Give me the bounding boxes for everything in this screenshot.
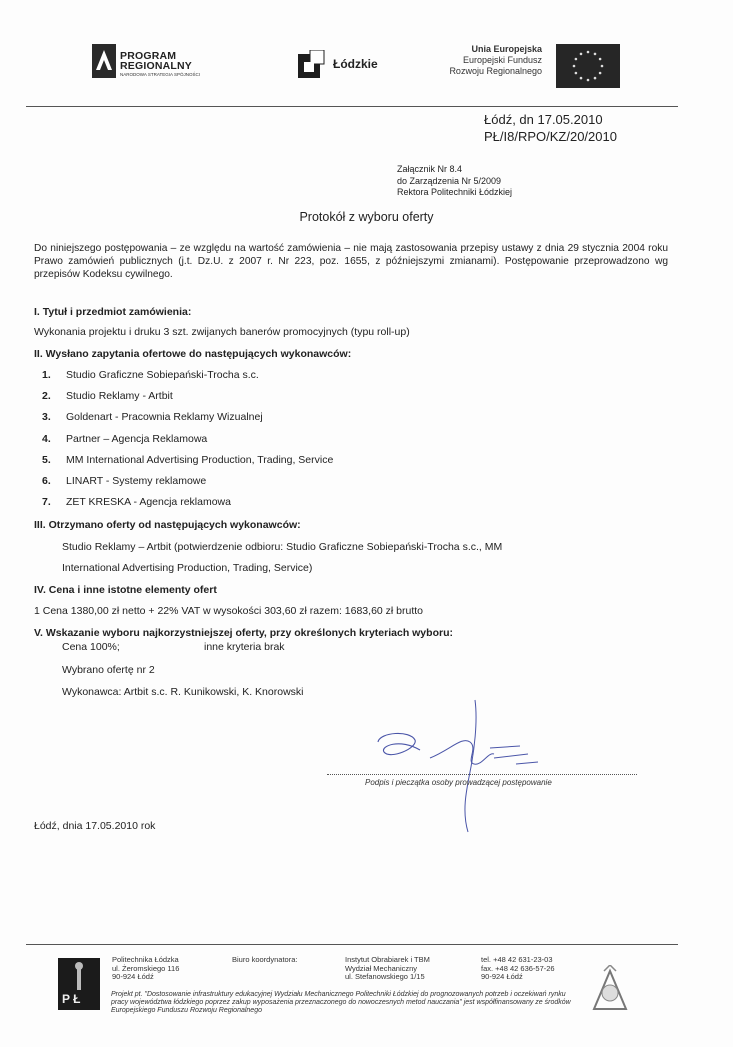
footer-divider: [26, 944, 678, 945]
contractor-number: 4.: [42, 432, 51, 445]
footer-col-3: [345, 956, 430, 982]
contractor-number: 7.: [42, 496, 51, 509]
footer-col3-l2: Wydział Mechaniczny: [345, 963, 418, 973]
section-1-title: I. Tytuł i przedmiot zamówienia:: [34, 306, 192, 318]
contractor-number: 3.: [42, 411, 51, 424]
footer-col-2: [232, 956, 297, 965]
section-1-text: Wykonania projektu i druku 3 szt. zwijanych banerów promocyjnych (typu roll-up): [34, 326, 410, 338]
contractor-number: 5.: [42, 453, 51, 466]
document-title: Protokół z wyboru oferty: [299, 210, 434, 224]
footer-col-1: [112, 956, 179, 982]
eu-text: [449, 44, 542, 77]
lodzkie-mark-icon: [298, 50, 328, 80]
annex-line2: do Zarządzenia Nr 5/2009: [397, 175, 502, 186]
signature-caption: Podpis i pieczątka osoby prowadzącej postępowanie: [365, 778, 552, 787]
section-4-text: 1 Cena 1380,00 zł netto + 22% VAT w wysokości 303,60 zł razem: 1683,60 zł brutto: [34, 605, 424, 617]
contractor-name: Goldenart - Pracownia Reklamy Wizualnej: [66, 411, 263, 424]
footer-col2-l1: Biuro koordynatora:: [232, 955, 298, 964]
section-5-title: V. Wskazanie wyboru najkorzystniejszej oferty, przy określonych kryteriach wyboru:: [34, 627, 453, 639]
contractor-list-item: [42, 411, 263, 423]
criterion-other: inne kryteria brak: [204, 641, 285, 653]
section-3-title: III. Otrzymano oferty od następujących wykonawców:: [34, 519, 301, 531]
annex-note: [397, 164, 512, 199]
eu-flag-icon: [556, 44, 620, 88]
contractor-list-item: [42, 496, 231, 508]
contractor-list-item: [42, 390, 173, 402]
signature-line: [327, 774, 637, 775]
lodzkie-logo: [298, 50, 408, 84]
footer-col3-l3: ul. Stefanowskiego 1/15: [345, 972, 425, 981]
eu-title: Unia Europejska: [471, 44, 542, 54]
document-date-reference: [484, 111, 617, 145]
annex-line3: Rektora Politechniki Łódzkiej: [397, 187, 513, 197]
program-title: PROGRAM REGIONALNY: [120, 50, 193, 72]
contractor-name: Studio Reklamy - Artbit: [66, 390, 173, 403]
pl-emblem-icon: [590, 965, 630, 1013]
footer-col1-l3: 90-924 Łódź: [112, 972, 154, 981]
contractor-name: LINART - Systemy reklamowe: [66, 475, 207, 487]
contractor-name: Partner – Agencja Reklamowa: [66, 432, 208, 445]
contractor-list-item: [42, 369, 259, 381]
footer-col1-l1: Politechnika Łódzka: [112, 955, 179, 964]
lodzkie-text: Łódzkie: [333, 57, 378, 71]
footer-col3-l1: Instytut Obrabiarek i TBM: [345, 955, 430, 964]
footer-col-4: [481, 956, 555, 982]
intro-paragraph: Do niniejszego postępowania – ze względu na wartość zamówienia – nie mają zastosowania przepisy ustawy z dnia 29 stycznia 2004 roku Prawo zamówień publicznych (j.t. Dz.U. z 2007 r. Nr 223, poz. 1655, z późniejszymi zmianami). Postępowanie przeprowadzono wg przepisów Kodeksu cywilnego.: [34, 243, 668, 280]
pl-logo-text: P Ł: [62, 992, 81, 1006]
criterion-price: Cena 100%;: [62, 641, 120, 653]
contractor-list-item: [42, 454, 333, 466]
section-2-title: II. Wysłano zapytania ofertowe do następujących wykonawców:: [34, 348, 352, 360]
footer-col1-l2: ul. Żeromskiego 116: [112, 963, 180, 973]
handwritten-signature: [370, 692, 550, 837]
chosen-offer: Wybrano ofertę nr 2: [62, 664, 155, 676]
section-4-title: IV. Cena i inne istotne elementy ofert: [34, 584, 217, 596]
contractor-name: ZET KRESKA - Agencja reklamowa: [66, 496, 231, 509]
footer-col4-l3: 90-924 Łódź: [481, 972, 523, 981]
contractor-name: MM International Advertising Production, Trading, Service: [66, 453, 334, 466]
footer-col4-l1: tel. +48 42 631-23-03: [481, 955, 553, 964]
contractor-number: 6.: [42, 475, 51, 487]
eu-fund-line2: Rozwoju Regionalnego: [449, 66, 542, 76]
reference-number: PŁ/I8/RPO/KZ/20/2010: [484, 129, 617, 144]
contractor-list-item: [42, 433, 207, 445]
header-divider: [26, 106, 678, 107]
footer-project-note: Projekt pt. "Dostosowanie infrastruktury edukacyjnej Wydziału Mechanicznego Politechniki Łódzkiej do prognozowanych potrzeb i oczekiwań rynku pracy województwa łódzkiego poprzez zakup wyposażenia przeznaczonego do nowoczesnych metod nauczania" jest współfinansowany ze środków Europejskiego Funduszu Rozwoju Regionalnego: [111, 991, 571, 1014]
eu-fund-line1: Europejski Fundusz: [462, 55, 542, 65]
bottom-place-date: Łódź, dnia 17.05.2010 rok: [34, 820, 156, 832]
chosen-contractor: Wykonawca: Artbit s.c. R. Kunikowski, K. Knorowski: [62, 686, 304, 698]
program-regionalny-mark-icon: [92, 44, 116, 78]
contractor-name: Studio Graficzne Sobiepański-Trocha s.c.: [66, 369, 259, 381]
annex-line1: Załącznik Nr 8.4: [397, 164, 463, 174]
eu-logo: [420, 44, 620, 88]
program-regionalny-logo: [92, 44, 242, 80]
place-date: Łódź, dn 17.05.2010: [484, 112, 603, 127]
contractor-number: 1.: [42, 369, 51, 381]
section-3-line1: Studio Reklamy – Artbit (potwierdzenie odbioru: Studio Graficzne Sobiepański-Trocha s.c., MM: [62, 541, 503, 553]
contractor-number: 2.: [42, 390, 51, 403]
program-subtitle: NARODOWA STRATEGIA SPÓJNOŚCI: [120, 72, 201, 77]
section-3-line2: International Advertising Production, Trading, Service): [62, 562, 313, 574]
pl-logo-left: [58, 958, 100, 1010]
contractor-list-item: [42, 475, 206, 487]
footer-col4-l2: fax. +48 42 636-57-26: [481, 963, 555, 973]
